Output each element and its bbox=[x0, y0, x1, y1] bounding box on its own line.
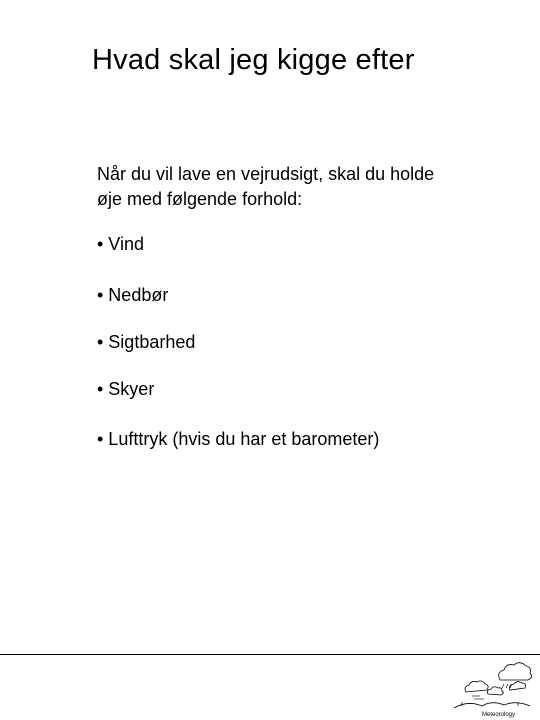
bullet-item-visibility: • Sigtbarhed bbox=[97, 332, 196, 352]
bullet-item-wind: • Vind bbox=[97, 234, 145, 254]
slide-title: Hvad skal jeg kigge efter bbox=[92, 44, 415, 76]
bullet-item-air-pressure: • Lufttryk (hvis du har et barometer) bbox=[97, 429, 380, 449]
logo-caption: Meteorology bbox=[482, 712, 516, 718]
intro-text: Når du vil lave en vejrudsigt, skal du holde øje med følgende forhold: bbox=[97, 164, 435, 209]
footer-divider bbox=[0, 654, 540, 655]
cloud-landscape-icon bbox=[452, 660, 532, 718]
bullet-item-precipitation: • Nedbør bbox=[97, 285, 169, 305]
bullet-item-clouds: • Skyer bbox=[97, 379, 155, 399]
weather-logo bbox=[452, 660, 532, 718]
